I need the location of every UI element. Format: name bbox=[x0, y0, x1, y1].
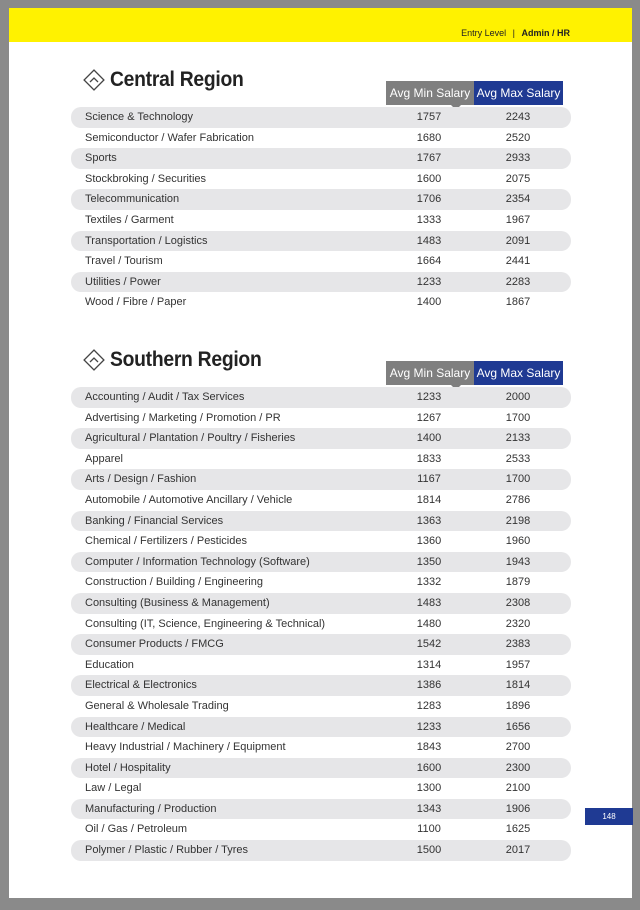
table-row bbox=[71, 696, 571, 717]
breadcrumb-separator: | bbox=[512, 28, 515, 38]
avg-min-salary: 1333 bbox=[416, 213, 442, 226]
avg-min-salary: 1843 bbox=[416, 741, 442, 754]
avg-min-salary: 1314 bbox=[416, 658, 442, 671]
table-row bbox=[71, 531, 571, 552]
table-row bbox=[71, 511, 571, 532]
avg-min-salary-header: Avg Min Salary bbox=[386, 361, 474, 385]
avg-max-salary: 1700 bbox=[505, 473, 531, 486]
industry-name: Chemical / Fertilizers / Pesticides bbox=[85, 535, 247, 548]
avg-min-salary: 1600 bbox=[416, 172, 442, 185]
table-row bbox=[71, 552, 571, 573]
industry-name: Consulting (IT, Science, Engineering & Technical) bbox=[85, 617, 326, 630]
central-region-title: Central Region bbox=[110, 68, 244, 91]
avg-max-salary: 1957 bbox=[505, 658, 531, 671]
industry-name: Consulting (Business & Management) bbox=[85, 596, 270, 609]
industry-name: Heavy Industrial / Machinery / Equipment bbox=[85, 741, 286, 754]
table-row bbox=[71, 189, 571, 210]
avg-min-salary: 1386 bbox=[416, 679, 442, 692]
central-region-section bbox=[71, 60, 571, 309]
avg-max-salary: 1967 bbox=[505, 213, 531, 226]
avg-min-salary: 1400 bbox=[416, 296, 442, 309]
industry-name: Hotel / Hospitality bbox=[85, 761, 171, 774]
avg-min-salary: 1480 bbox=[416, 617, 442, 630]
avg-max-salary: 2786 bbox=[505, 493, 531, 506]
page-number: 148 bbox=[585, 808, 633, 825]
industry-name: Healthcare / Medical bbox=[85, 720, 186, 733]
avg-min-salary: 1363 bbox=[416, 514, 442, 527]
industry-name: General & Wholesale Trading bbox=[85, 699, 229, 712]
table-row bbox=[71, 292, 571, 313]
avg-min-salary: 1360 bbox=[416, 535, 442, 548]
avg-max-salary: 1867 bbox=[505, 296, 531, 309]
avg-min-salary: 1233 bbox=[416, 275, 442, 288]
avg-max-salary: 2198 bbox=[505, 514, 531, 527]
avg-min-salary: 1600 bbox=[416, 761, 442, 774]
avg-min-salary: 1233 bbox=[416, 391, 442, 403]
avg-min-salary: 1767 bbox=[416, 152, 442, 165]
avg-max-salary: 2000 bbox=[505, 391, 531, 403]
avg-max-salary: 1814 bbox=[505, 679, 531, 692]
table-row bbox=[71, 717, 571, 738]
avg-min-salary: 1343 bbox=[416, 802, 442, 815]
industry-name: Banking / Financial Services bbox=[85, 514, 224, 527]
industry-name: Telecommunication bbox=[85, 193, 180, 206]
southern-region-section bbox=[71, 340, 571, 857]
avg-max-salary: 2933 bbox=[505, 152, 531, 165]
avg-max-salary: 1896 bbox=[505, 699, 531, 712]
avg-max-salary: 2308 bbox=[505, 596, 531, 609]
avg-min-salary-header: Avg Min Salary bbox=[386, 81, 474, 105]
avg-max-salary: 2300 bbox=[505, 761, 531, 774]
southern-region-title: Southern Region bbox=[110, 348, 262, 371]
table-row bbox=[71, 251, 571, 272]
avg-max-salary: 1700 bbox=[505, 411, 531, 424]
industry-name: Agricultural / Plantation / Poultry / Fisheries bbox=[85, 432, 296, 445]
industry-name: Oil / Gas / Petroleum bbox=[85, 823, 188, 836]
table-row bbox=[71, 758, 571, 779]
table-row bbox=[71, 469, 571, 490]
avg-min-salary: 1267 bbox=[416, 411, 442, 424]
industry-name: Construction / Building / Engineering bbox=[85, 576, 263, 589]
central-region-header bbox=[71, 60, 571, 100]
avg-min-salary: 1680 bbox=[416, 131, 442, 144]
central-salary-table bbox=[71, 107, 571, 313]
avg-min-salary: 1757 bbox=[416, 111, 442, 123]
avg-max-salary: 1879 bbox=[505, 576, 531, 589]
avg-max-salary: 2383 bbox=[505, 638, 531, 651]
avg-max-salary: 2354 bbox=[505, 193, 531, 206]
table-row bbox=[71, 799, 571, 820]
industry-name: Manufacturing / Production bbox=[85, 802, 217, 815]
table-row bbox=[71, 272, 571, 293]
avg-max-salary: 2441 bbox=[505, 255, 531, 268]
avg-min-salary: 1483 bbox=[416, 596, 442, 609]
table-row bbox=[71, 634, 571, 655]
southern-region-header bbox=[71, 340, 571, 380]
table-row bbox=[71, 148, 571, 169]
avg-min-salary: 1167 bbox=[417, 473, 441, 486]
page bbox=[9, 8, 632, 898]
table-row bbox=[71, 840, 571, 861]
table-row bbox=[71, 107, 571, 128]
avg-max-salary: 2091 bbox=[505, 234, 531, 247]
table-row bbox=[71, 210, 571, 231]
avg-min-salary: 1350 bbox=[416, 555, 442, 568]
table-row bbox=[71, 428, 571, 449]
avg-max-salary: 1656 bbox=[505, 720, 531, 733]
avg-max-salary: 2243 bbox=[505, 111, 531, 123]
industry-name: Textiles / Garment bbox=[85, 213, 174, 226]
industry-name: Apparel bbox=[85, 452, 123, 465]
table-row bbox=[71, 387, 571, 408]
avg-min-salary: 1814 bbox=[416, 493, 442, 506]
industry-name: Travel / Tourism bbox=[85, 255, 163, 268]
category-label: Admin / HR bbox=[521, 28, 570, 38]
avg-max-salary: 1943 bbox=[505, 555, 531, 568]
avg-min-salary: 1300 bbox=[416, 782, 442, 795]
avg-max-salary: 2017 bbox=[505, 844, 531, 857]
avg-max-salary: 2100 bbox=[505, 782, 531, 795]
avg-min-salary: 1833 bbox=[416, 452, 442, 465]
table-row bbox=[71, 169, 571, 190]
industry-name: Arts / Design / Fashion bbox=[85, 473, 197, 486]
avg-max-salary: 2075 bbox=[505, 172, 531, 185]
avg-min-salary: 1542 bbox=[416, 638, 442, 651]
avg-max-salary: 2520 bbox=[505, 131, 531, 144]
table-row bbox=[71, 655, 571, 676]
industry-name: Utilities / Power bbox=[85, 275, 161, 288]
avg-min-salary: 1233 bbox=[416, 720, 442, 733]
industry-name: Electrical & Electronics bbox=[85, 679, 197, 692]
avg-max-salary: 2133 bbox=[505, 432, 531, 445]
avg-max-salary: 1960 bbox=[505, 535, 531, 548]
avg-max-salary-header: Avg Max Salary bbox=[474, 81, 563, 105]
avg-min-salary: 1100 bbox=[417, 823, 441, 836]
avg-max-salary: 1625 bbox=[505, 823, 531, 836]
table-row bbox=[71, 231, 571, 252]
avg-max-salary-header: Avg Max Salary bbox=[474, 361, 563, 385]
table-row bbox=[71, 572, 571, 593]
avg-max-salary: 2320 bbox=[505, 617, 531, 630]
table-row bbox=[71, 737, 571, 758]
avg-min-salary: 1483 bbox=[416, 234, 442, 247]
avg-max-salary: 2700 bbox=[505, 741, 531, 754]
header-bar bbox=[9, 8, 632, 42]
industry-name: Accounting / Audit / Tax Services bbox=[85, 391, 245, 403]
avg-max-salary: 1906 bbox=[505, 802, 531, 815]
table-row bbox=[71, 593, 571, 614]
avg-max-salary: 2533 bbox=[505, 452, 531, 465]
table-row bbox=[71, 490, 571, 511]
breadcrumb bbox=[461, 28, 570, 38]
table-row bbox=[71, 449, 571, 470]
industry-name: Wood / Fibre / Paper bbox=[85, 296, 187, 309]
industry-name: Stockbroking / Securities bbox=[85, 172, 207, 185]
industry-name: Law / Legal bbox=[85, 782, 142, 795]
table-row bbox=[71, 778, 571, 799]
avg-min-salary: 1332 bbox=[416, 576, 442, 589]
industry-name: Advertising / Marketing / Promotion / PR bbox=[85, 411, 281, 424]
industry-name: Polymer / Plastic / Rubber / Tyres bbox=[85, 844, 249, 857]
table-row bbox=[71, 128, 571, 149]
industry-name: Sports bbox=[85, 152, 117, 165]
industry-name: Education bbox=[85, 658, 134, 671]
industry-name: Transportation / Logistics bbox=[85, 234, 208, 247]
level-label: Entry Level bbox=[461, 28, 507, 38]
avg-min-salary: 1283 bbox=[416, 699, 442, 712]
industry-name: Semiconductor / Wafer Fabrication bbox=[85, 131, 254, 144]
avg-min-salary: 1500 bbox=[416, 844, 442, 857]
avg-min-salary: 1664 bbox=[416, 255, 442, 268]
southern-salary-table bbox=[71, 387, 571, 861]
avg-min-salary: 1400 bbox=[416, 432, 442, 445]
table-row bbox=[71, 614, 571, 635]
industry-name: Science & Technology bbox=[85, 111, 194, 123]
avg-min-salary: 1706 bbox=[416, 193, 442, 206]
industry-name: Consumer Products / FMCG bbox=[85, 638, 224, 651]
table-row bbox=[71, 819, 571, 840]
table-row bbox=[71, 408, 571, 429]
avg-max-salary: 2283 bbox=[505, 275, 531, 288]
industry-name: Computer / Information Technology (Software) bbox=[85, 555, 310, 568]
chevron-diamond-icon bbox=[83, 349, 105, 371]
table-row bbox=[71, 675, 571, 696]
industry-name: Automobile / Automotive Ancillary / Vehicle bbox=[85, 493, 293, 506]
chevron-diamond-icon bbox=[83, 69, 105, 91]
